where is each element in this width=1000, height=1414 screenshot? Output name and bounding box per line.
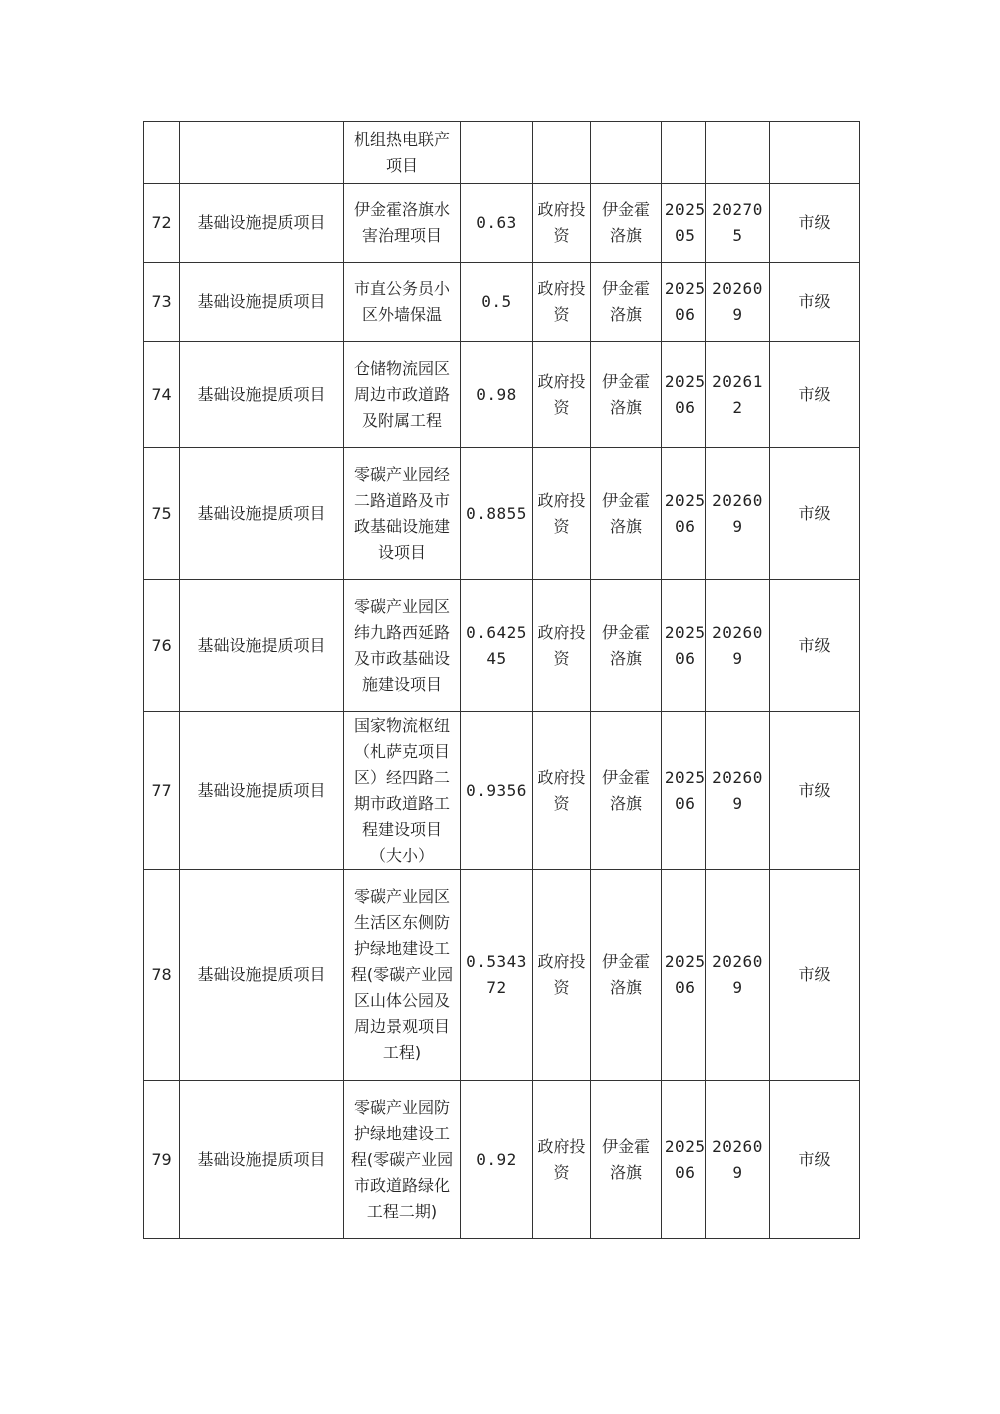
location: 伊金霍洛旗 — [591, 870, 662, 1081]
end-date: 202705 — [706, 184, 770, 263]
end-date — [706, 122, 770, 184]
fund-amount: 0.98 — [461, 342, 533, 448]
project-category: 基础设施提质项目 — [180, 342, 344, 448]
end-date: 202609 — [706, 448, 770, 580]
end-date: 202609 — [706, 870, 770, 1081]
investment-type: 政府投资 — [533, 448, 591, 580]
location: 伊金霍洛旗 — [591, 580, 662, 712]
project-category — [180, 122, 344, 184]
investment-type: 政府投资 — [533, 870, 591, 1081]
fund-amount: 0.92 — [461, 1081, 533, 1239]
start-date — [662, 122, 706, 184]
fund-amount: 0.8855 — [461, 448, 533, 580]
table-row — [144, 712, 860, 870]
project-level: 市级 — [770, 448, 860, 580]
investment-type: 政府投资 — [533, 712, 591, 870]
table-row — [144, 122, 860, 184]
project-category: 基础设施提质项目 — [180, 580, 344, 712]
end-date: 202609 — [706, 712, 770, 870]
project-name: 零碳产业园防护绿地建设工程(零碳产业园市政道路绿化工程二期) — [344, 1081, 461, 1239]
start-date: 202506 — [662, 263, 706, 342]
row-number — [144, 122, 180, 184]
fund-amount: 0.9356 — [461, 712, 533, 870]
project-name: 机组热电联产项目 — [344, 122, 461, 184]
project-category: 基础设施提质项目 — [180, 448, 344, 580]
investment-type: 政府投资 — [533, 580, 591, 712]
project-level: 市级 — [770, 870, 860, 1081]
project-category: 基础设施提质项目 — [180, 184, 344, 263]
investment-type: 政府投资 — [533, 342, 591, 448]
project-name: 市直公务员小区外墙保温 — [344, 263, 461, 342]
start-date: 202506 — [662, 448, 706, 580]
investment-type: 政府投资 — [533, 263, 591, 342]
end-date: 202609 — [706, 580, 770, 712]
row-number: 73 — [144, 263, 180, 342]
project-name: 零碳产业园区纬九路西延路及市政基础设施建设项目 — [344, 580, 461, 712]
investment-type — [533, 122, 591, 184]
project-level — [770, 122, 860, 184]
end-date: 202609 — [706, 1081, 770, 1239]
project-name: 零碳产业园区生活区东侧防护绿地建设工程(零碳产业园区山体公园及周边景观项目工程) — [344, 870, 461, 1081]
row-number: 75 — [144, 448, 180, 580]
project-name: 仓储物流园区周边市政道路及附属工程 — [344, 342, 461, 448]
location: 伊金霍洛旗 — [591, 184, 662, 263]
fund-amount: 0.5 — [461, 263, 533, 342]
project-level: 市级 — [770, 184, 860, 263]
start-date: 202506 — [662, 342, 706, 448]
location: 伊金霍洛旗 — [591, 1081, 662, 1239]
investment-type: 政府投资 — [533, 184, 591, 263]
end-date: 202612 — [706, 342, 770, 448]
location — [591, 122, 662, 184]
fund-amount: 0.642545 — [461, 580, 533, 712]
project-category: 基础设施提质项目 — [180, 263, 344, 342]
project-category: 基础设施提质项目 — [180, 712, 344, 870]
start-date: 202506 — [662, 712, 706, 870]
project-level: 市级 — [770, 712, 860, 870]
fund-amount: 0.63 — [461, 184, 533, 263]
project-level: 市级 — [770, 580, 860, 712]
row-number: 72 — [144, 184, 180, 263]
table-row — [144, 342, 860, 448]
row-number: 74 — [144, 342, 180, 448]
start-date: 202506 — [662, 1081, 706, 1239]
project-level: 市级 — [770, 342, 860, 448]
project-level: 市级 — [770, 263, 860, 342]
table-row — [144, 580, 860, 712]
row-number: 77 — [144, 712, 180, 870]
start-date: 202506 — [662, 870, 706, 1081]
table-row — [144, 448, 860, 580]
location: 伊金霍洛旗 — [591, 263, 662, 342]
location: 伊金霍洛旗 — [591, 342, 662, 448]
row-number: 79 — [144, 1081, 180, 1239]
project-table — [143, 121, 860, 1239]
table-row — [144, 1081, 860, 1239]
end-date: 202609 — [706, 263, 770, 342]
start-date: 202505 — [662, 184, 706, 263]
project-level: 市级 — [770, 1081, 860, 1239]
location: 伊金霍洛旗 — [591, 448, 662, 580]
row-number: 76 — [144, 580, 180, 712]
table-row — [144, 870, 860, 1081]
start-date: 202506 — [662, 580, 706, 712]
row-number: 78 — [144, 870, 180, 1081]
project-name: 伊金霍洛旗水害治理项目 — [344, 184, 461, 263]
project-name: 国家物流枢纽（札萨克项目区）经四路二期市政道路工程建设项目（大小） — [344, 712, 461, 870]
investment-type: 政府投资 — [533, 1081, 591, 1239]
table-row — [144, 263, 860, 342]
project-name: 零碳产业园经二路道路及市政基础设施建设项目 — [344, 448, 461, 580]
location: 伊金霍洛旗 — [591, 712, 662, 870]
table-row — [144, 184, 860, 263]
fund-amount: 0.534372 — [461, 870, 533, 1081]
project-category: 基础设施提质项目 — [180, 870, 344, 1081]
fund-amount — [461, 122, 533, 184]
project-category: 基础设施提质项目 — [180, 1081, 344, 1239]
